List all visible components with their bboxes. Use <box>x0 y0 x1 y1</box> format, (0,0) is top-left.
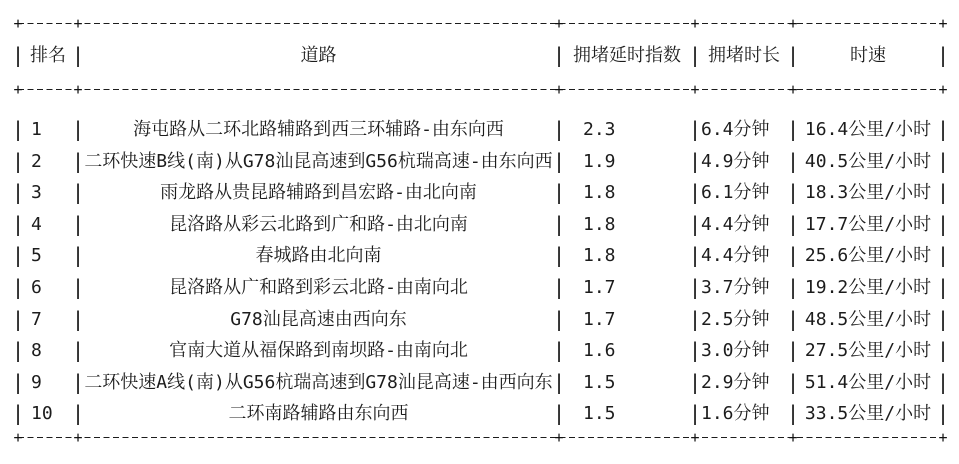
column-separator: | <box>786 274 800 299</box>
header-road: 道路 <box>300 45 337 66</box>
column-separator: | <box>786 401 800 426</box>
column-separator: | <box>552 306 566 331</box>
column-separator: | <box>11 180 25 205</box>
delay-index-cell: 1.8 <box>583 213 616 235</box>
column-separator: | <box>71 243 85 268</box>
column-separator: | <box>11 401 25 426</box>
border-plus-icon: + <box>13 14 23 32</box>
column-separator: | <box>11 274 25 299</box>
duration-cell: 3.7分钟 <box>701 276 770 298</box>
column-separator: | <box>936 117 950 141</box>
duration-cell: 6.4分钟 <box>701 119 770 140</box>
road-cell: 二环快速B线(南)从G78汕昆高速到G56杭瑞高速-由东向西 <box>84 150 553 172</box>
delay-index-cell: 1.8 <box>583 245 616 267</box>
column-separator: | <box>936 148 950 173</box>
duration-cell: 2.5分钟 <box>701 308 770 330</box>
column-separator: | <box>11 117 25 141</box>
congestion-ranking-table <box>11 0 950 464</box>
delay-index-cell: 1.7 <box>583 276 616 298</box>
border-plus-icon: + <box>690 428 700 446</box>
border-plus-icon: + <box>788 428 798 446</box>
road-cell: 昆洛路从广和路到彩云北路-由南向北 <box>169 276 468 298</box>
border-plus-icon: + <box>938 80 948 98</box>
column-separator: | <box>688 43 702 67</box>
column-separator: | <box>552 338 566 363</box>
rank-cell: 2 <box>31 150 42 172</box>
speed-cell: 48.5公里/小时 <box>804 308 932 330</box>
duration-cell: 3.0分钟 <box>701 340 770 362</box>
border-plus-icon: + <box>13 428 23 446</box>
speed-cell: 16.4公里/小时 <box>804 119 932 140</box>
duration-cell: 4.9分钟 <box>701 150 770 172</box>
rank-cell: 4 <box>31 213 42 235</box>
border-plus-icon: + <box>788 80 798 98</box>
road-cell: 海屯路从二环北路辅路到西三环辅路-由东向西 <box>133 119 504 140</box>
column-separator: | <box>688 211 702 236</box>
column-separator: | <box>552 43 566 67</box>
road-cell: 二环快速A线(南)从G56杭瑞高速到G78汕昆高速-由西向东 <box>84 371 553 393</box>
border-plus-icon: + <box>73 14 83 32</box>
border-plus-icon: + <box>938 14 948 32</box>
rank-cell: 5 <box>31 245 42 267</box>
column-separator: | <box>936 306 950 331</box>
column-separator: | <box>786 43 800 67</box>
column-separator: | <box>786 180 800 205</box>
duration-cell: 6.1分钟 <box>701 182 770 204</box>
column-separator: | <box>71 180 85 205</box>
speed-cell: 40.5公里/小时 <box>804 150 932 172</box>
column-separator: | <box>71 43 85 67</box>
table-row <box>11 209 950 241</box>
road-cell: G78汕昆高速由西向东 <box>230 308 407 330</box>
speed-cell: 19.2公里/小时 <box>804 276 932 298</box>
table-border-bottom <box>13 428 948 446</box>
column-separator: | <box>936 243 950 268</box>
table-rows <box>11 114 950 430</box>
column-separator: | <box>11 369 25 394</box>
column-separator: | <box>71 338 85 363</box>
delay-index-cell: 1.9 <box>583 150 616 172</box>
column-separator: | <box>786 243 800 268</box>
table-row <box>11 240 950 272</box>
rank-cell: 9 <box>31 371 42 393</box>
column-separator: | <box>11 306 25 331</box>
column-separator: | <box>11 211 25 236</box>
table-border-top <box>13 14 948 32</box>
column-separator: | <box>11 148 25 173</box>
column-separator: | <box>688 148 702 173</box>
border-plus-icon: + <box>554 428 564 446</box>
delay-index-cell: 2.3 <box>583 119 616 140</box>
border-plus-icon: + <box>690 80 700 98</box>
table-header-separator <box>13 80 948 98</box>
table-row <box>11 304 950 336</box>
column-separator: | <box>11 338 25 363</box>
border-plus-icon: + <box>73 80 83 98</box>
column-separator: | <box>936 369 950 394</box>
rank-cell: 3 <box>31 182 42 204</box>
header-speed: 时速 <box>850 45 886 66</box>
duration-cell: 2.9分钟 <box>701 371 770 393</box>
speed-cell: 27.5公里/小时 <box>804 340 932 362</box>
speed-cell: 33.5公里/小时 <box>804 403 932 425</box>
table-row <box>11 146 950 178</box>
duration-cell: 4.4分钟 <box>701 213 770 235</box>
table-header-row <box>11 40 950 72</box>
border-plus-icon: + <box>73 428 83 446</box>
column-separator: | <box>786 117 800 141</box>
column-separator: | <box>71 369 85 394</box>
speed-cell: 18.3公里/小时 <box>804 182 932 204</box>
speed-cell: 25.6公里/小时 <box>804 245 932 267</box>
rank-cell: 7 <box>31 308 42 330</box>
delay-index-cell: 1.8 <box>583 182 616 204</box>
border-plus-icon: + <box>554 14 564 32</box>
column-separator: | <box>552 180 566 205</box>
column-separator: | <box>786 306 800 331</box>
border-plus-icon: + <box>788 14 798 32</box>
column-separator: | <box>936 274 950 299</box>
table-row <box>11 177 950 209</box>
column-separator: | <box>552 369 566 394</box>
column-separator: | <box>688 180 702 205</box>
border-plus-icon: + <box>938 428 948 446</box>
delay-index-cell: 1.5 <box>583 403 616 425</box>
column-separator: | <box>936 401 950 426</box>
column-separator: | <box>936 211 950 236</box>
duration-cell: 4.4分钟 <box>701 245 770 267</box>
border-plus-icon: + <box>690 14 700 32</box>
speed-cell: 17.7公里/小时 <box>804 213 932 235</box>
column-separator: | <box>552 243 566 268</box>
column-separator: | <box>71 211 85 236</box>
speed-cell: 51.4公里/小时 <box>804 371 932 393</box>
header-delay-index: 拥堵延时指数 <box>573 45 681 66</box>
header-duration: 拥堵时长 <box>708 45 780 66</box>
border-plus-icon: + <box>554 80 564 98</box>
column-separator: | <box>936 180 950 205</box>
column-separator: | <box>71 274 85 299</box>
column-separator: | <box>71 148 85 173</box>
column-separator: | <box>688 401 702 426</box>
column-separator: | <box>786 338 800 363</box>
road-cell: 昆洛路从彩云北路到广和路-由北向南 <box>169 213 468 235</box>
delay-index-cell: 1.5 <box>583 371 616 393</box>
table-row <box>11 398 950 430</box>
delay-index-cell: 1.7 <box>583 308 616 330</box>
table-row <box>11 335 950 367</box>
table-row <box>11 114 950 146</box>
column-separator: | <box>71 117 85 141</box>
road-cell: 春城路由北向南 <box>255 245 382 267</box>
column-separator: | <box>688 306 702 331</box>
column-separator: | <box>552 274 566 299</box>
column-separator: | <box>688 243 702 268</box>
column-separator: | <box>936 43 950 67</box>
road-cell: 二环南路辅路由东向西 <box>228 403 409 425</box>
column-separator: | <box>11 43 25 67</box>
rank-cell: 8 <box>31 340 42 362</box>
column-separator: | <box>688 274 702 299</box>
table-row <box>11 367 950 399</box>
column-separator: | <box>936 338 950 363</box>
road-cell: 官南大道从福保路到南坝路-由南向北 <box>169 340 468 362</box>
column-separator: | <box>552 117 566 141</box>
column-separator: | <box>688 117 702 141</box>
column-separator: | <box>71 401 85 426</box>
column-separator: | <box>552 148 566 173</box>
delay-index-cell: 1.6 <box>583 340 616 362</box>
header-rank: 排名 <box>30 45 66 66</box>
column-separator: | <box>786 369 800 394</box>
border-plus-icon: + <box>13 80 23 98</box>
column-separator: | <box>11 243 25 268</box>
column-separator: | <box>552 211 566 236</box>
rank-cell: 1 <box>31 119 42 140</box>
rank-cell: 10 <box>31 403 53 425</box>
column-separator: | <box>786 211 800 236</box>
column-separator: | <box>688 338 702 363</box>
rank-cell: 6 <box>31 276 42 298</box>
column-separator: | <box>71 306 85 331</box>
column-separator: | <box>786 148 800 173</box>
road-cell: 雨龙路从贵昆路辅路到昌宏路-由北向南 <box>160 182 477 204</box>
table-row <box>11 272 950 304</box>
column-separator: | <box>552 401 566 426</box>
column-separator: | <box>688 369 702 394</box>
duration-cell: 1.6分钟 <box>701 403 770 425</box>
